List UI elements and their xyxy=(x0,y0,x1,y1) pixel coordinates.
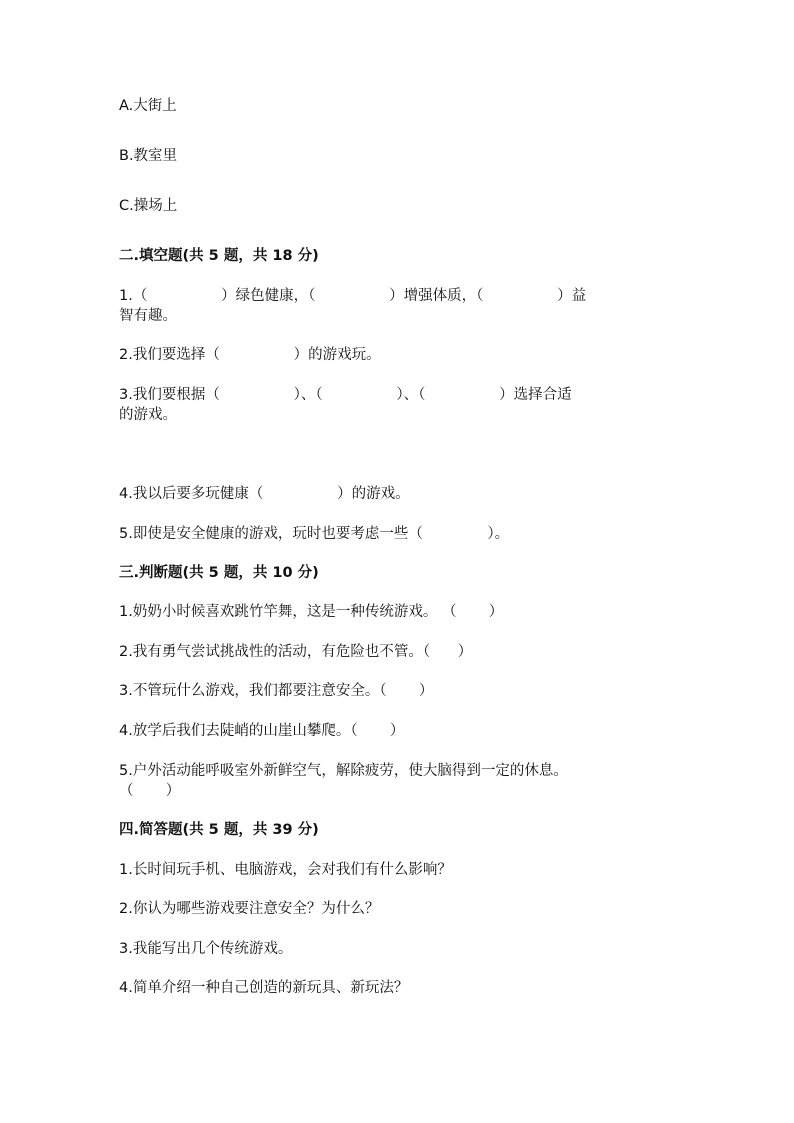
answer-question-3: 3.我能写出几个传统游戏。 xyxy=(119,941,293,957)
fill-question-1-line-2: 智有趣。 xyxy=(119,308,177,324)
fill-question-5: 5.即使是安全健康的游戏，玩时也要考虑一些（ ）。 xyxy=(119,526,510,542)
answer-question-2: 2.你认为哪些游戏要注意安全？为什么？ xyxy=(119,901,380,917)
fill-question-4: 4.我以后要多玩健康（ ）的游戏。 xyxy=(119,486,410,502)
option-a: A.大街上 xyxy=(119,98,177,114)
judge-question-1: 1.奶奶小时候喜欢跳竹竿舞，这是一种传统游戏。 （ ） xyxy=(119,604,504,620)
fill-question-3-line-1: 3.我们要根据（ ）、（ ）、（ ）选择合适 xyxy=(119,387,572,403)
judge-question-5-line-2: （ ） xyxy=(119,783,181,799)
judge-question-2: 2.我有勇气尝试挑战性的活动，有危险也不管。（ ） xyxy=(119,644,473,660)
section-heading-fill-in: 二.填空题(共 5 题，共 18 分) xyxy=(119,248,319,264)
section-heading-short-answer: 四.简答题(共 5 题，共 39 分) xyxy=(119,822,319,838)
fill-question-1-line-1: 1.（ ）绿色健康，（ ）增强体质，（ ）益 xyxy=(119,288,587,304)
section-heading-true-false: 三.判断题(共 5 题，共 10 分) xyxy=(119,565,319,581)
fill-question-2: 2.我们要选择（ ）的游戏玩。 xyxy=(119,347,381,363)
judge-question-3: 3.不管玩什么游戏，我们都要注意安全。（ ） xyxy=(119,683,434,699)
answer-question-4: 4.简单介绍一种自己创造的新玩具、新玩法？ xyxy=(119,980,409,996)
option-c: C.操场上 xyxy=(119,198,178,214)
fill-question-3-line-2: 的游戏。 xyxy=(119,407,177,423)
judge-question-4: 4.放学后我们去陡峭的山崖山攀爬。（ ） xyxy=(119,723,405,739)
answer-question-1: 1.长时间玩手机、电脑游戏，会对我们有什么影响？ xyxy=(119,862,452,878)
option-b: B.教室里 xyxy=(119,148,178,164)
judge-question-5-line-1: 5.户外活动能呼吸室外新鲜空气，解除疲劳，使大脑得到一定的休息。 xyxy=(119,763,568,779)
